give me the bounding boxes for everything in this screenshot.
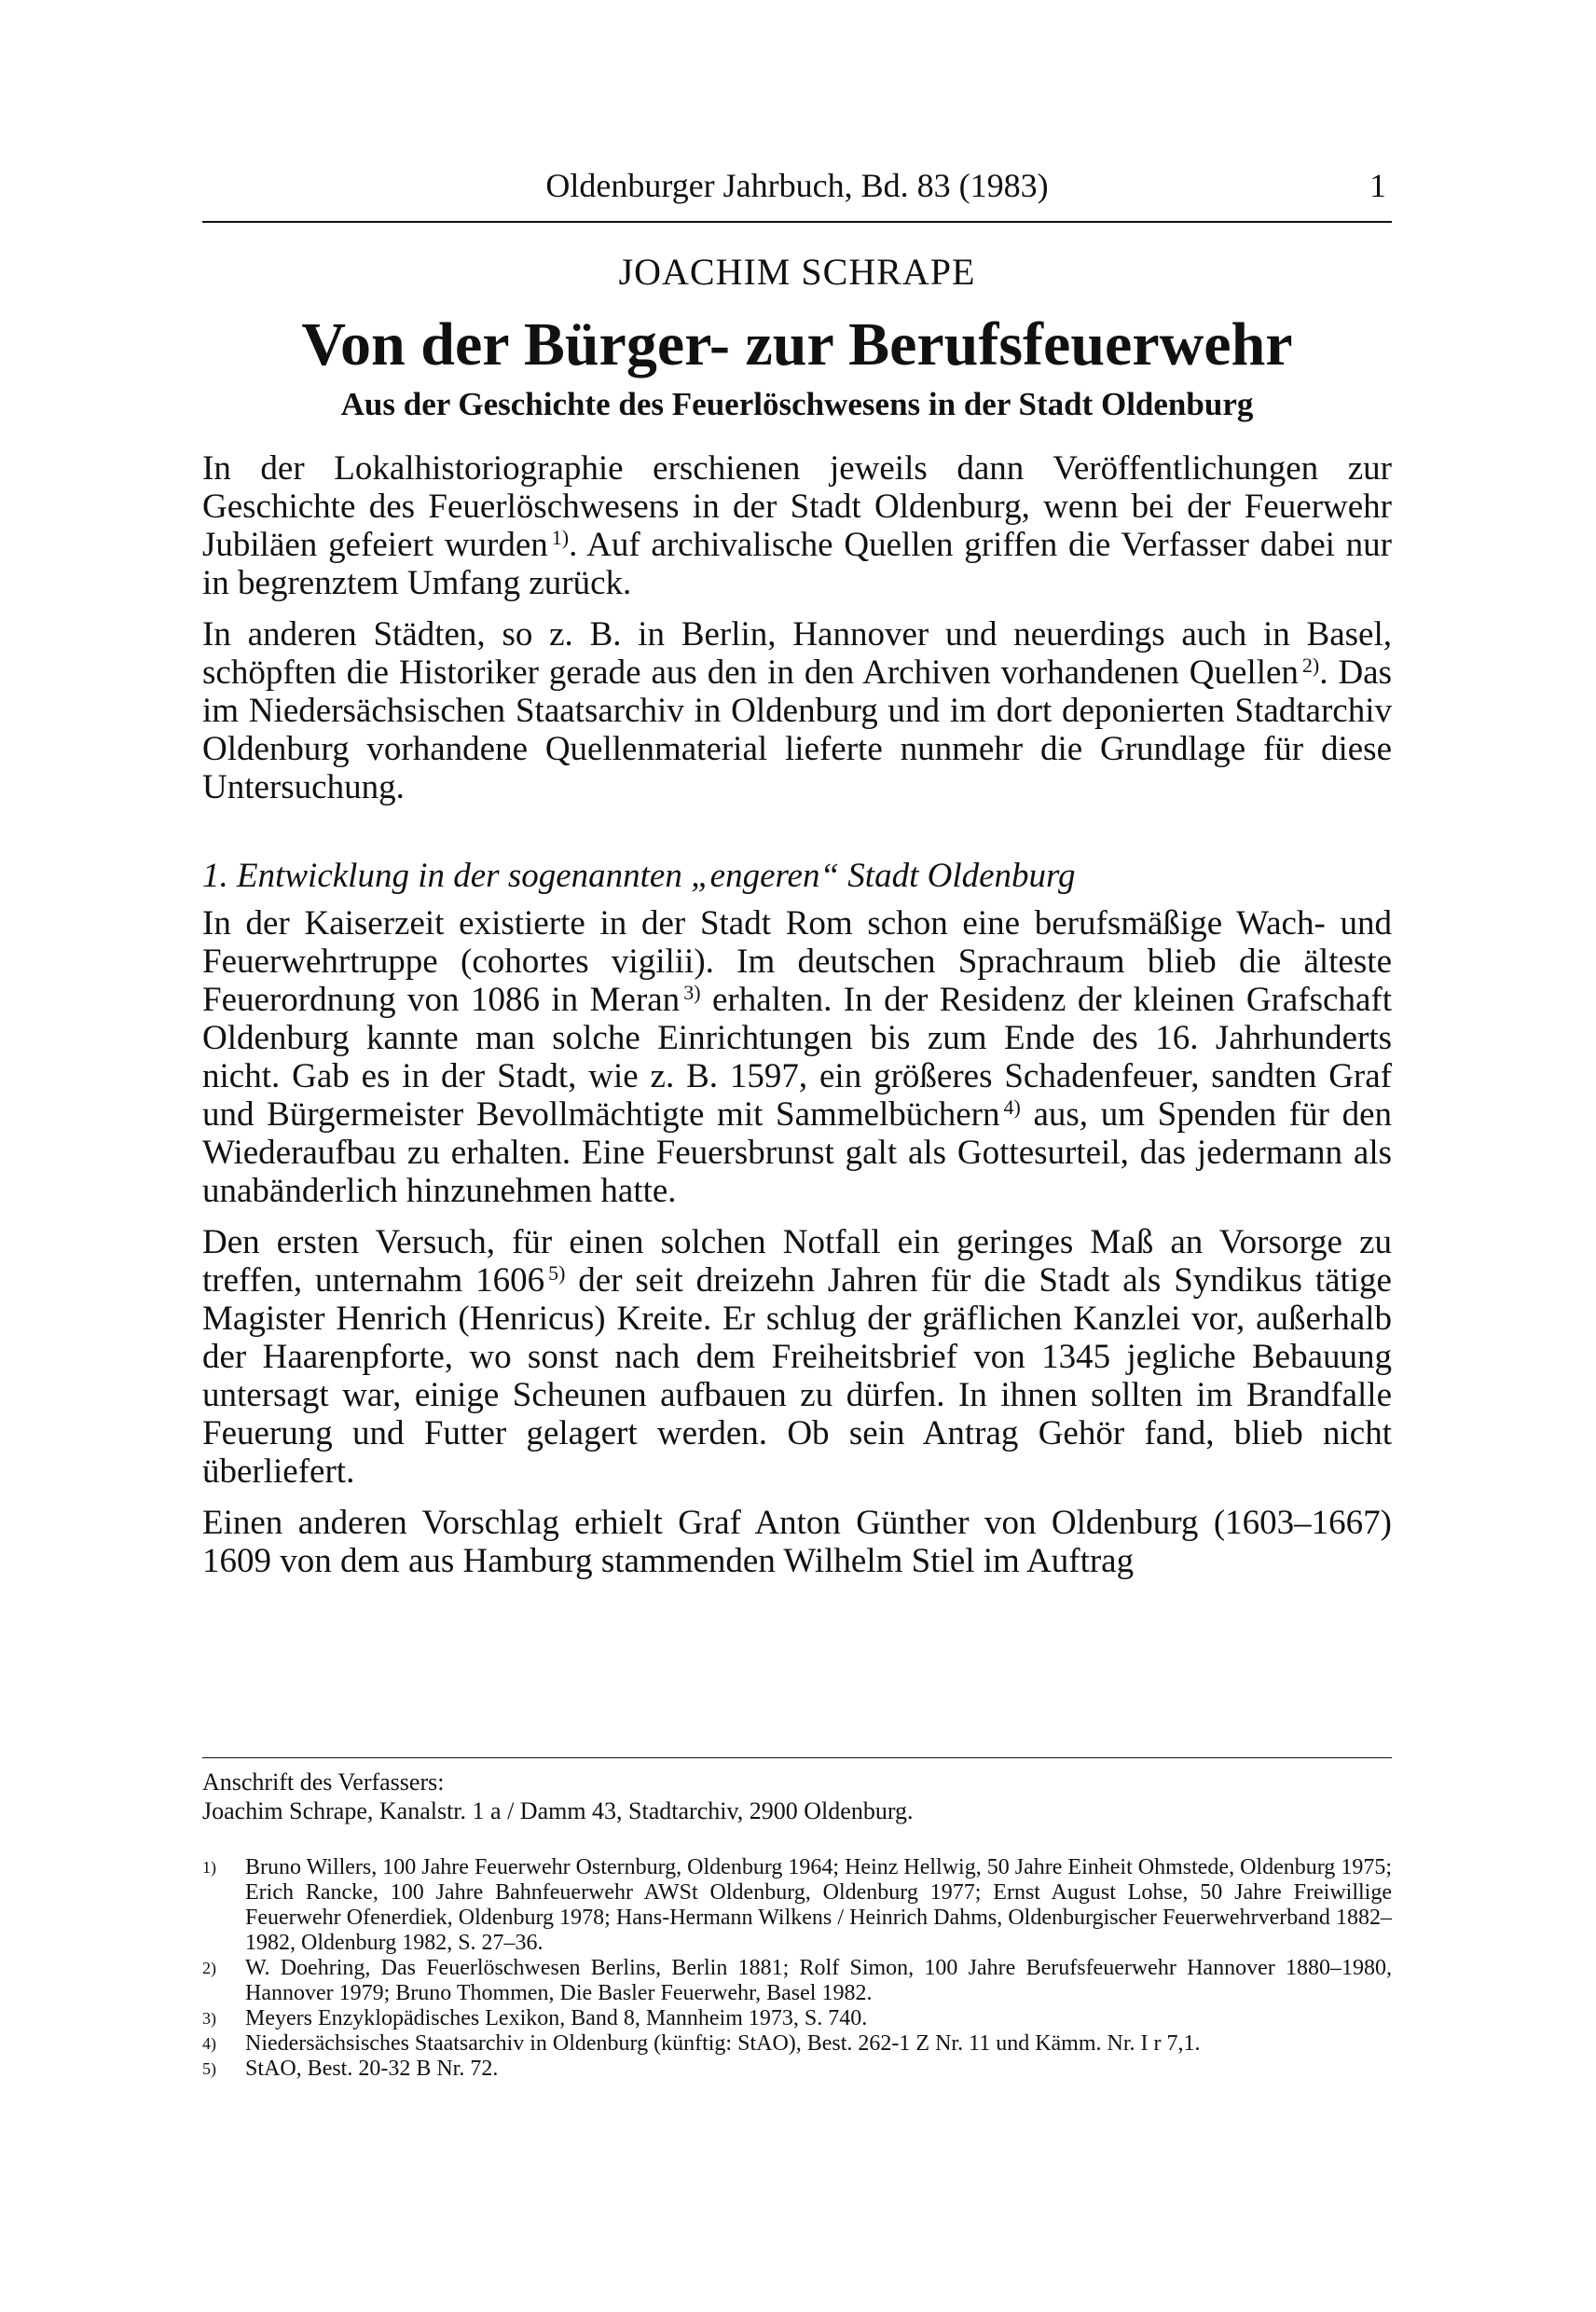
footnotes bbox=[202, 1855, 1392, 2082]
header-rule bbox=[202, 221, 1392, 223]
journal-citation: Oldenburger Jahrbuch, Bd. 83 (1983) bbox=[545, 167, 1049, 204]
section-heading-1: 1. Entwicklung in der sogenannten „engeren“ Stadt Oldenburg bbox=[202, 857, 1076, 895]
paragraph-text: aus, um Spenden für den Wiederaufbau zu erhalten. Eine Feuersbrunst galt als Gottesurteil, das jedermann als unabänderlich hinzunehmen hatte. bbox=[202, 1095, 1393, 1210]
footnote-text: Niedersächsisches Staatsarchiv in Oldenburg (künftig: StAO), Best. 262-1 Z Nr. 11 und Kämm. Nr. I r 7,1. bbox=[245, 2031, 1201, 2056]
footnote-marker: 4) bbox=[202, 2034, 216, 2053]
footnote-marker: 5) bbox=[202, 2059, 216, 2078]
footnote-2 bbox=[202, 1956, 1392, 2006]
paragraph-1 bbox=[202, 449, 1392, 602]
footnote-marker: 1) bbox=[202, 1858, 216, 1877]
paragraph-text: Den ersten Versuch, für einen solchen Notfall ein geringes Maß an Vorsorge zu treffen, unternahm 1606 bbox=[202, 1223, 1392, 1300]
footnote-ref-5[interactable]: 5) bbox=[548, 1261, 566, 1285]
paragraph-text: In der Lokalhistoriographie erschienen jeweils dann Veröffentlichungen zur Geschichte des Feuerlöschwesens in der Stadt Oldenburg, wenn bei der Feuerwehr Jubiläen gefeiert wurden bbox=[202, 449, 1392, 564]
footnote-ref-2[interactable]: 2) bbox=[1301, 654, 1320, 677]
address-label: Anschrift des Verfassers: bbox=[202, 1768, 445, 1796]
paragraph-5: Einen anderen Vorschlag erhielt Graf Anton Günther von Oldenburg (1603–1667) 1609 von dem aus Hamburg stammenden Wilhelm Stiel im Auftrag bbox=[202, 1504, 1392, 1580]
running-header bbox=[202, 166, 1392, 213]
footnote-5 bbox=[202, 2057, 1392, 2082]
footnote-marker: 3) bbox=[202, 2009, 216, 2028]
paragraph-text: In anderen Städten, so z. B. in Berlin, Hannover und neuerdings auch in Basel, schöpften die Historiker gerade aus den in den Archiven vorhandenen Quellen bbox=[202, 615, 1392, 692]
paragraph-text: erhalten. In der Residenz der kleinen Grafschaft Oldenburg kannte man solche Einrichtungen bis zum Ende des 16. Jahrhunderts nicht. Gab es in der Stadt, wie z. B. 1597, ein größeres Schadenfeuer, sandten Graf und Bürgermeister Bevollmächtigte mit Sammelbüchern bbox=[202, 981, 1392, 1134]
article-author: JOACHIM SCHRAPE bbox=[618, 251, 976, 293]
address-text: Joachim Schrape, Kanalstr. 1 a / Damm 43, Stadtarchiv, 2900 Oldenburg. bbox=[202, 1797, 914, 1824]
paragraph-3 bbox=[202, 904, 1392, 1210]
footnote-marker: 2) bbox=[202, 1959, 216, 1977]
footnote-ref-1[interactable]: 1) bbox=[551, 526, 570, 549]
paragraph-text: . Auf archivalische Quellen griffen die Verfasser dabei nur in begrenztem Umfang zurück. bbox=[202, 526, 1392, 602]
footnote-text: Meyers Enzyklopädisches Lexikon, Band 8, Mannheim 1973, S. 740. bbox=[245, 2006, 868, 2030]
article-subtitle: Aus der Geschichte des Feuerlöschwesens in der Stadt Oldenburg bbox=[340, 386, 1254, 422]
footnote-text: StAO, Best. 20-32 B Nr. 72. bbox=[245, 2057, 499, 2081]
footnote-ref-4[interactable]: 4) bbox=[1003, 1095, 1021, 1119]
footnote-text: W. Doehring, Das Feuerlöschwesen Berlins, Berlin 1881; Rolf Simon, 100 Jahre Berufsfeuerwehr Hannover 1880–1980, Hannover 1979; Bruno Thommen, Die Basler Feuerwehr, Basel 1982. bbox=[245, 1956, 1392, 2005]
footnote-3 bbox=[202, 2006, 1392, 2031]
footnote-ref-3[interactable]: 3) bbox=[683, 981, 701, 1004]
footnote-text: Bruno Willers, 100 Jahre Feuerwehr Osternburg, Oldenburg 1964; Heinz Hellwig, 50 Jahre Einheit Ohmstede, Oldenburg 1975; Erich Rancke, 100 Jahre Bahnfeuerwehr AWSt Oldenburg, Oldenburg 1977; Ernst August Lohse, 50 Jahre Freiwillige Feuerwehr Ofenerdiek, Oldenburg 1978; Hans-Hermann Wilkens / Heinrich Dahms, Oldenburgischer Feuerwehrverband 1882–1982, Oldenburg 1982, S. 27–36. bbox=[245, 1855, 1392, 1955]
document-page bbox=[202, 0, 1392, 2312]
paragraph-text: In der Kaiserzeit existierte in der Stadt Rom schon eine berufsmäßige Wach- und Feuerwehrtruppe (cohortes vigilii). Im deutschen Sprachraum blieb die älteste Feuerordnung von 1086 in Meran bbox=[202, 904, 1392, 1019]
author-address bbox=[202, 1768, 1392, 1825]
paragraph-4 bbox=[202, 1223, 1392, 1491]
page-number: 1 bbox=[1369, 167, 1386, 204]
footnote-4 bbox=[202, 2031, 1392, 2057]
footnote-1 bbox=[202, 1855, 1392, 1956]
paragraph-text: . Das im Niedersächsischen Staatsarchiv in Oldenburg und im dort deponierten Stadtarchiv Oldenburg vorhandene Quellenmaterial lieferte nunmehr die Grundlage für diese Untersuchung. bbox=[202, 654, 1392, 806]
paragraph-text: der seit dreizehn Jahren für die Stadt als Syndikus tätige Magister Henrich (Henricus) Kreite. Er schlug der gräflichen Kanzlei vor, außerhalb der Haarenpforte, wo sonst nach dem Freiheitsbrief von 1345 jegliche Bebauung untersagt war, einige Scheunen aufbauen zu dürfen. In ihnen sollten im Brandfalle Feuerung und Futter gelagert werden. Ob sein Antrag Gehör fand, blieb nicht überliefert. bbox=[202, 1261, 1392, 1491]
address-rule bbox=[202, 1757, 1392, 1758]
paragraph-2 bbox=[202, 615, 1392, 806]
article-title: Von der Bürger- zur Berufsfeuerwehr bbox=[301, 310, 1293, 378]
article-body bbox=[202, 449, 1392, 1580]
